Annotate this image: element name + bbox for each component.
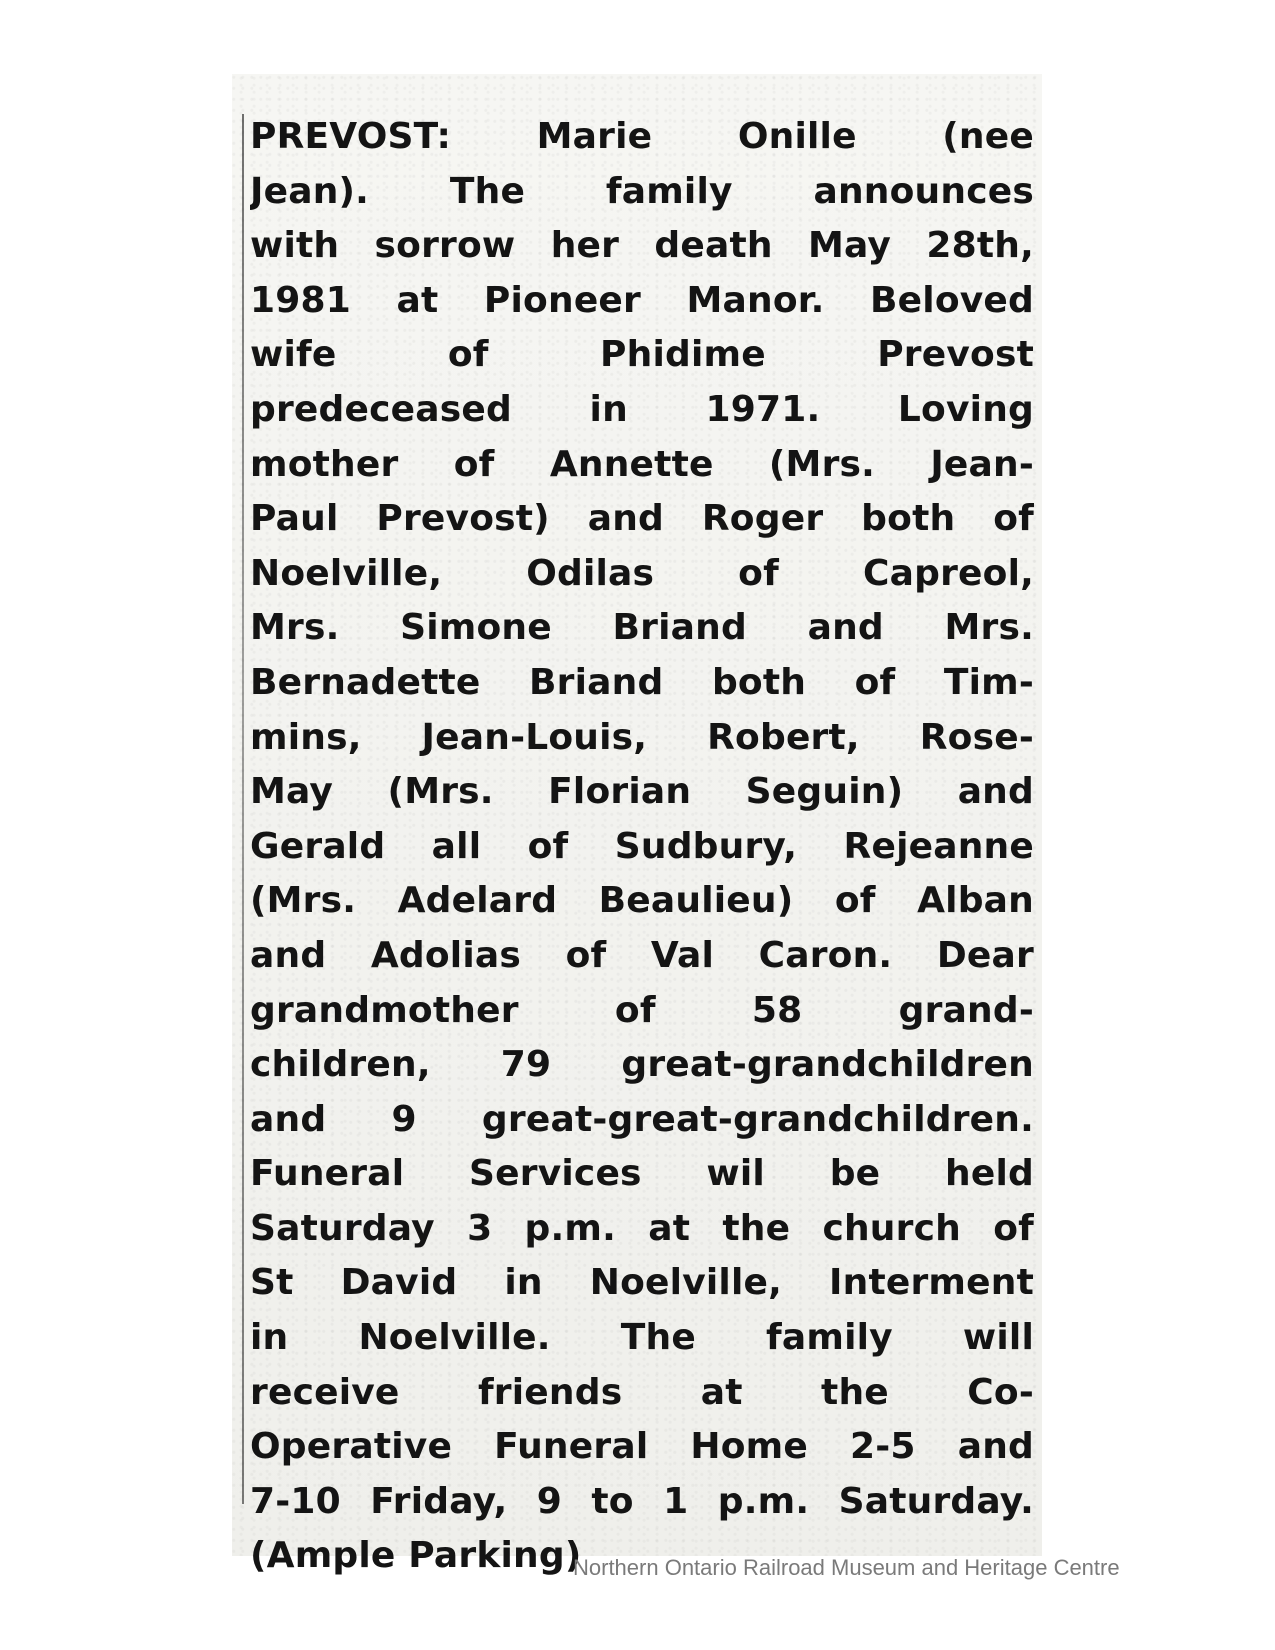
obituary-text	[250, 110, 1034, 1584]
obituary-line: and 9 great-great-grandchildren.	[250, 1098, 1034, 1140]
obituary-line: Bernadette Briand both of Tim-	[250, 661, 1034, 703]
obituary-line: children, 79 great-grandchildren	[250, 1044, 1034, 1086]
clipping-edge-shadow	[242, 114, 244, 1504]
obituary-line: 1981 at Pioneer Manor. Beloved	[250, 279, 1034, 321]
obituary-line: grandmother of 58 grand-	[250, 989, 1034, 1031]
obituary-line: and Adolias of Val Caron. Dear	[250, 934, 1034, 976]
obituary-line: predeceased in 1971. Loving	[250, 388, 1034, 430]
obituary-line: wife of Phidime Prevost	[250, 334, 1034, 376]
obituary-line: Mrs. Simone Briand and Mrs.	[250, 607, 1034, 649]
obituary-line: with sorrow her death May 28th,	[250, 225, 1034, 267]
obituary-line: PREVOST: Marie Onille (nee	[250, 116, 1034, 157]
obituary-line: Noelville, Odilas of Capreol,	[250, 552, 1034, 594]
obituary-line: May (Mrs. Florian Seguin) and	[250, 771, 1034, 813]
obituary-line: Funeral Services wil be held	[250, 1153, 1034, 1195]
obituary-line: mother of Annette (Mrs. Jean-	[250, 443, 1034, 485]
obituary-line: Paul Prevost) and Roger both of	[250, 498, 1034, 540]
obituary-line: St David in Noelville, Interment	[250, 1262, 1034, 1304]
obituary-line: receive friends at the Co-	[250, 1371, 1034, 1413]
obituary-line: 7-10 Friday, 9 to 1 p.m. Saturday.	[250, 1480, 1034, 1522]
obituary-line: in Noelville. The family will	[250, 1317, 1034, 1359]
obituary-line: (Ample Parking)	[250, 1535, 582, 1577]
obituary-line: mins, Jean-Louis, Robert, Rose-	[250, 716, 1034, 758]
obituary-line: Operative Funeral Home 2-5 and	[250, 1426, 1034, 1468]
archive-credit: Northern Ontario Railroad Museum and Heritage Centre	[573, 1555, 1120, 1580]
obituary-line: (Mrs. Adelard Beaulieu) of Alban	[250, 880, 1034, 922]
obituary-line: Gerald all of Sudbury, Rejeanne	[250, 825, 1034, 867]
obituary-line: Saturday 3 p.m. at the church of	[250, 1207, 1034, 1249]
obituary-line: Jean). The family announces	[250, 170, 1034, 212]
